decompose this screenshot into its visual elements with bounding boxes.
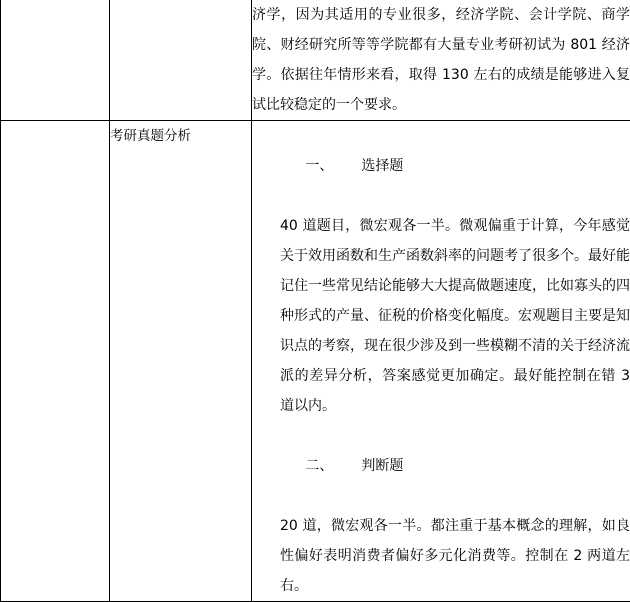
row-outer-label-cell: [1, 0, 110, 121]
list-item-number: 二、: [305, 458, 333, 474]
list-item-title: 判断题: [361, 458, 403, 474]
row-section-label-cell: [110, 0, 252, 121]
paragraph: 济学，因为其适用的专业很多，经济学院、会计学院、商学院、财经研究所等等学院都有大量专业考研初试为 801 经济学。依据往年情形来看，取得 130 左右的成绩是能够进入复试比较稳定的一个要求。: [252, 0, 630, 120]
list-item-title: 选择题: [361, 158, 403, 174]
list-item-heading: [252, 421, 630, 511]
paragraph: 40 道题目，微宏观各一半。微观偏重于计算，今年感觉关于效用函数和生产函数斜率的问题考了很多个。最好能记住一些常见结论能够大大提高做题速度，比如寡头的四种形式的产量、征税的价格变化幅度。宏观题目主要是知识点的考察，现在很少涉及到一些模糊不清的关于经济流派的差异分析，答案感觉更加确定。最好能控制在错 3 道以内。: [252, 211, 630, 421]
row-outer-label-cell: [1, 121, 110, 602]
table-row: [1, 121, 630, 602]
list-item-number: 一、: [305, 158, 333, 174]
row-content-cell: [252, 0, 630, 121]
table-row: [1, 0, 630, 121]
list-item-heading: [252, 121, 630, 211]
row-section-label: 考研真题分析: [110, 128, 191, 144]
row-section-label-cell: [110, 121, 252, 602]
paragraph: 20 道，微宏观各一半。都注重于基本概念的理解，如良性偏好表明消费者偏好多元化消费等。控制在 2 两道左右。: [252, 511, 630, 601]
row-content-cell: [252, 121, 630, 602]
